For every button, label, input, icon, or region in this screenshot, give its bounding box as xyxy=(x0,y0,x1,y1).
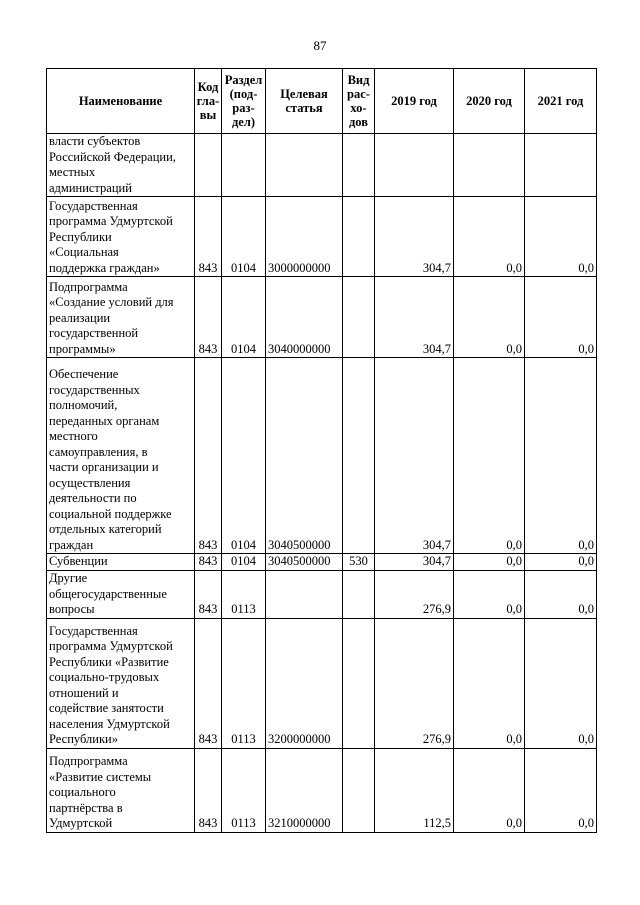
row-2020: 0,0 xyxy=(454,277,525,358)
row-name xyxy=(47,277,195,358)
row-name xyxy=(47,618,195,748)
row-code: 843 xyxy=(195,358,222,554)
row-section: 0104 xyxy=(222,358,266,554)
row-2021: 0,0 xyxy=(525,277,597,358)
row-kind xyxy=(343,134,375,197)
row-name-line: полномочий, xyxy=(49,398,118,412)
row-name-line: Республики» xyxy=(49,732,118,746)
row-2021: 0,0 xyxy=(525,748,597,832)
row-name-line: части организации и xyxy=(49,460,159,474)
header-section-line: дел) xyxy=(231,115,256,129)
row-code: 843 xyxy=(195,197,222,277)
table-row xyxy=(47,197,597,277)
row-name-line: Республики «Развитие xyxy=(49,654,169,669)
header-code-line: вы xyxy=(199,108,217,122)
row-name-line: Удмуртской xyxy=(49,816,113,830)
row-section xyxy=(222,134,266,197)
row-2019: 304,7 xyxy=(375,358,454,554)
row-name-line: населения Удмуртской xyxy=(49,716,170,731)
row-name-line: местного xyxy=(49,429,98,443)
row-target: 3210000000 xyxy=(266,748,343,832)
header-2021: 2021 год xyxy=(525,69,597,134)
row-name-line: социально-трудовых xyxy=(49,670,160,684)
row-target xyxy=(266,134,343,197)
table-row xyxy=(47,277,597,358)
row-code: 843 xyxy=(195,554,222,571)
row-2019: 304,7 xyxy=(375,554,454,571)
row-name-line: «Развитие системы xyxy=(49,769,152,784)
header-code xyxy=(195,69,222,134)
row-code xyxy=(195,134,222,197)
row-name-line: Субвенции xyxy=(49,554,108,568)
header-kind-line: рас- xyxy=(347,87,370,101)
row-2020: 0,0 xyxy=(454,554,525,571)
row-name-line: «Социальная xyxy=(49,245,119,259)
row-section: 0113 xyxy=(222,570,266,618)
header-row xyxy=(47,69,597,134)
row-name-line: вопросы xyxy=(49,602,95,616)
row-name-line: государственной xyxy=(49,326,139,340)
table-row xyxy=(47,358,597,554)
header-section xyxy=(222,69,266,134)
row-name-line: администраций xyxy=(49,180,132,195)
row-section: 0104 xyxy=(222,197,266,277)
row-kind xyxy=(343,618,375,748)
row-target: 3040500000 xyxy=(266,554,343,571)
row-name-line: граждан xyxy=(49,537,94,552)
row-name-line: социальной поддержке xyxy=(49,506,172,521)
row-name-line: Обеспечение xyxy=(49,367,119,381)
row-name-line: Республики xyxy=(49,229,112,244)
table-row xyxy=(47,618,597,748)
table-row xyxy=(47,554,597,571)
row-name-line: отдельных категорий xyxy=(49,522,162,536)
row-name-line: содействие занятости xyxy=(49,701,164,715)
row-2020: 0,0 xyxy=(454,618,525,748)
header-target xyxy=(266,69,343,134)
table-row xyxy=(47,570,597,618)
row-target xyxy=(266,570,343,618)
header-code-line: гла- xyxy=(196,94,220,108)
header-kind xyxy=(343,69,375,134)
row-2021: 0,0 xyxy=(525,197,597,277)
row-kind xyxy=(343,748,375,832)
row-name-line: реализации xyxy=(49,310,111,325)
table-row xyxy=(47,748,597,832)
row-name-line: местных xyxy=(49,165,96,179)
header-2019: 2019 год xyxy=(375,69,454,134)
row-section: 0104 xyxy=(222,277,266,358)
row-name-line: Государственная xyxy=(49,623,138,638)
row-name-line: общегосударственные xyxy=(49,586,167,601)
row-kind: 530 xyxy=(343,554,375,571)
row-name-line: власти субъектов xyxy=(49,134,141,148)
row-name xyxy=(47,570,195,618)
header-kind-line: дов xyxy=(348,115,368,129)
row-name-line: партнёрства в xyxy=(49,800,123,815)
row-name-line: Государственная xyxy=(49,198,138,213)
header-section-line: (под- xyxy=(229,87,258,101)
row-2019: 276,9 xyxy=(375,570,454,618)
row-2020: 0,0 xyxy=(454,748,525,832)
header-kind-line: Вид xyxy=(347,73,370,87)
table-row xyxy=(47,134,597,197)
row-target: 3040000000 xyxy=(266,277,343,358)
row-2021 xyxy=(525,134,597,197)
row-name-line: переданных органам xyxy=(49,413,160,428)
row-name-line: отношений и xyxy=(49,685,119,700)
row-2020: 0,0 xyxy=(454,197,525,277)
row-code: 843 xyxy=(195,618,222,748)
row-kind xyxy=(343,570,375,618)
row-2020: 0,0 xyxy=(454,570,525,618)
row-code: 843 xyxy=(195,277,222,358)
row-name-line: осуществления xyxy=(49,475,131,490)
header-code-line: Код xyxy=(197,80,219,94)
row-2020 xyxy=(454,134,525,197)
page-number: 87 xyxy=(313,38,327,53)
row-2021: 0,0 xyxy=(525,358,597,554)
row-section: 0104 xyxy=(222,554,266,571)
row-kind xyxy=(343,358,375,554)
row-name-line: Российской Федерации, xyxy=(49,149,176,164)
row-kind xyxy=(343,197,375,277)
row-2021: 0,0 xyxy=(525,554,597,571)
header-kind-line: хо- xyxy=(350,101,367,115)
row-name xyxy=(47,134,195,197)
row-name-line: деятельности по xyxy=(49,491,137,505)
row-name-line: программа Удмуртской xyxy=(49,639,173,653)
row-name-line: государственных xyxy=(49,382,140,397)
row-code: 843 xyxy=(195,570,222,618)
row-target: 3040500000 xyxy=(266,358,343,554)
row-2019: 304,7 xyxy=(375,277,454,358)
row-section: 0113 xyxy=(222,618,266,748)
row-name-line: Подпрограмма xyxy=(49,754,128,768)
header-name: Наименование xyxy=(47,69,195,134)
row-code: 843 xyxy=(195,748,222,832)
row-2019: 304,7 xyxy=(375,197,454,277)
row-2021: 0,0 xyxy=(525,618,597,748)
row-name xyxy=(47,554,195,571)
header-section-line: раз- xyxy=(232,101,255,115)
row-name-line: программа Удмуртской xyxy=(49,214,173,228)
budget-table xyxy=(46,68,597,833)
row-2019: 112,5 xyxy=(375,748,454,832)
row-2019: 276,9 xyxy=(375,618,454,748)
header-2020: 2020 год xyxy=(454,69,525,134)
row-name xyxy=(47,748,195,832)
row-2019 xyxy=(375,134,454,197)
header-section-line: Раздел xyxy=(224,73,263,87)
header-target-line: статья xyxy=(285,101,323,115)
row-section: 0113 xyxy=(222,748,266,832)
row-name-line: «Создание условий для xyxy=(49,295,174,309)
row-name-line: поддержка граждан» xyxy=(49,260,160,275)
row-kind xyxy=(343,277,375,358)
row-name-line: программы» xyxy=(49,341,116,356)
row-name xyxy=(47,197,195,277)
row-target: 3000000000 xyxy=(266,197,343,277)
row-name-line: Подпрограмма xyxy=(49,279,128,294)
row-2021: 0,0 xyxy=(525,570,597,618)
row-name-line: социального xyxy=(49,785,116,799)
row-target: 3200000000 xyxy=(266,618,343,748)
row-name-line: самоуправления, в xyxy=(49,444,148,459)
row-name-line: Другие xyxy=(49,571,88,585)
header-target-line: Целевая xyxy=(280,87,328,101)
row-name xyxy=(47,358,195,554)
row-2020: 0,0 xyxy=(454,358,525,554)
